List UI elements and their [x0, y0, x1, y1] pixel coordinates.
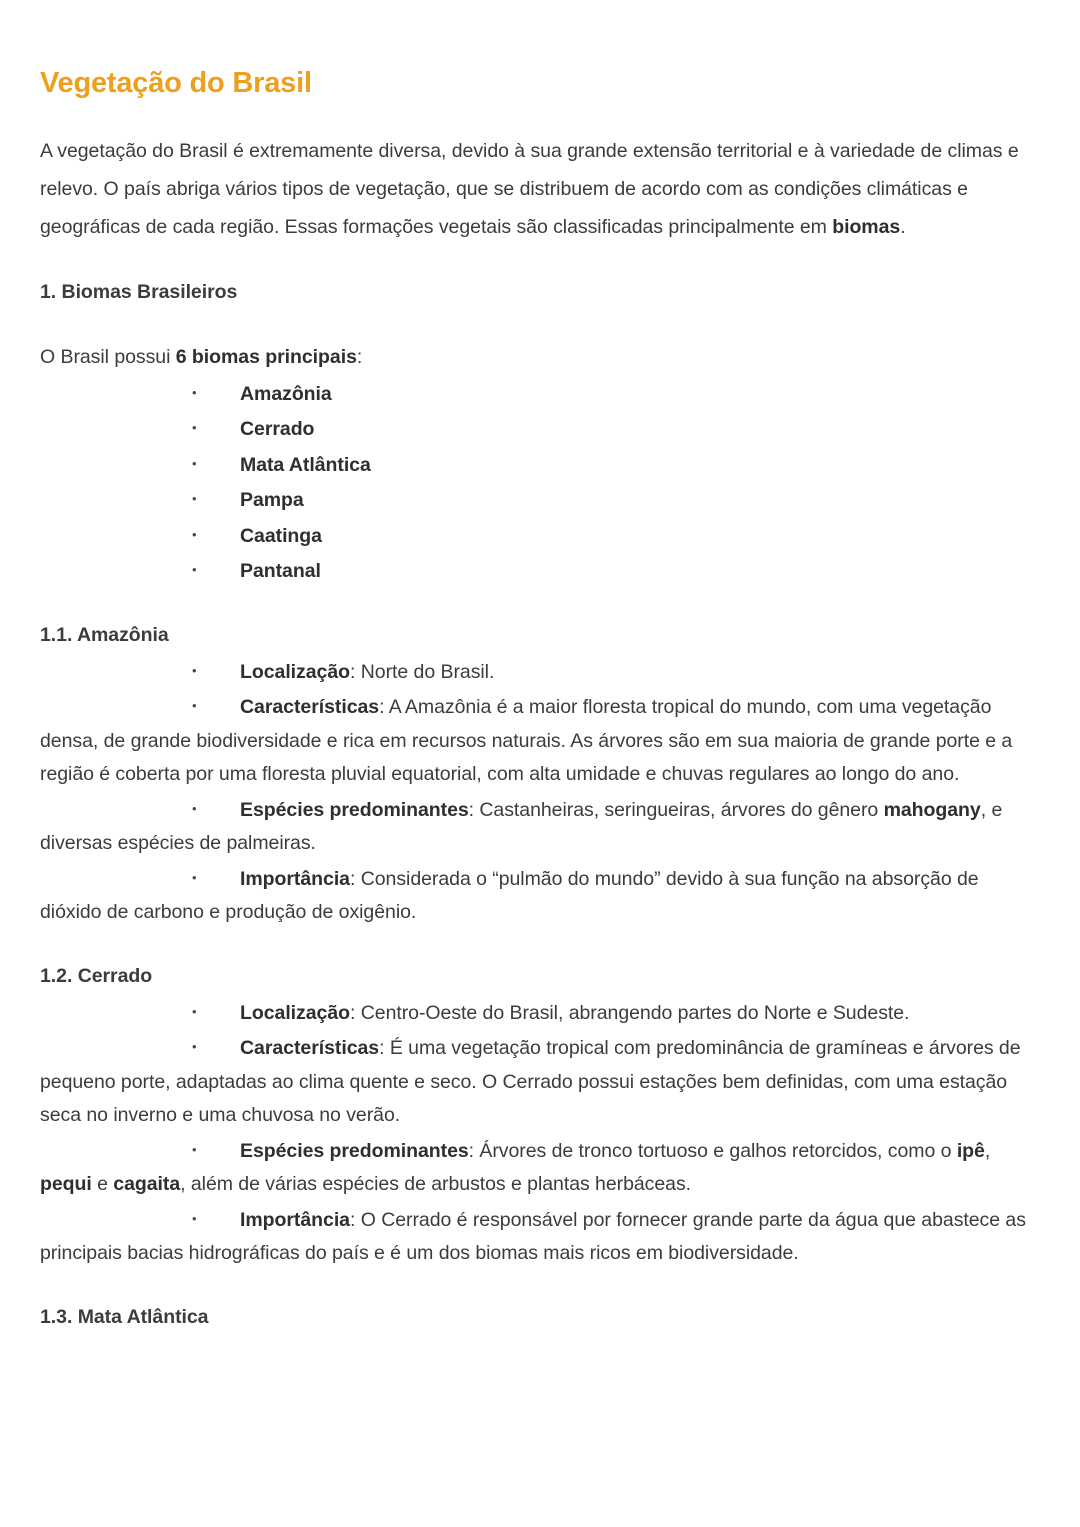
- heading-1-3-mata-atlantica: 1.3. Mata Atlântica: [40, 1305, 209, 1328]
- item-text-a: : Árvores de tronco tortuoso e galhos retorcidos, como o: [468, 1139, 957, 1162]
- item-text: : Norte do Brasil.: [350, 660, 495, 683]
- bullet-icon: [192, 1133, 240, 1169]
- item-text: : Centro-Oeste do Brasil, abrangendo partes do Norte e Sudeste.: [350, 1001, 910, 1024]
- item-label: Importância: [240, 867, 350, 890]
- intro-bold-biomas: biomas: [832, 215, 901, 238]
- item-text-a: : Castanheiras, seringueiras, árvores do gênero: [468, 798, 884, 821]
- biome-name: Cerrado: [240, 418, 315, 441]
- item-bold-mahogany: mahogany: [883, 798, 981, 821]
- biome-name: Mata Atlântica: [240, 453, 371, 476]
- item-label: Características: [240, 696, 380, 719]
- list-item-importancia: [40, 1202, 1040, 1271]
- spacer: [40, 311, 1040, 338]
- bullet-icon: [192, 654, 240, 690]
- item-bold-ipe: ipê: [956, 1139, 985, 1162]
- intro-paragraph: [40, 132, 1040, 246]
- biomes-list: [40, 376, 1040, 589]
- bullet-icon: [192, 482, 240, 518]
- spacer: [40, 101, 1040, 132]
- biomes-lead-line: [40, 338, 1040, 376]
- heading-1-2-cerrado: 1.2. Cerrado: [40, 964, 153, 987]
- item-label: Características: [240, 1037, 380, 1060]
- biomes-lead-bold: 6 biomas principais: [175, 345, 357, 368]
- spacer: [40, 930, 1040, 957]
- biomes-lead-part2: :: [356, 345, 363, 368]
- list-item-localizacao: [40, 995, 1040, 1031]
- list-item: [40, 482, 1040, 518]
- amazonia-details-list: [40, 654, 1040, 930]
- item-label: Espécies predominantes: [240, 798, 469, 821]
- list-item: [40, 518, 1040, 554]
- intro-text-part2: .: [900, 215, 906, 238]
- bullet-icon: [192, 1202, 240, 1238]
- item-text-e: e: [91, 1173, 114, 1196]
- bullet-icon: [192, 518, 240, 554]
- bullet-icon: [192, 995, 240, 1031]
- item-text: : A Amazônia é a maior floresta tropical do mundo, com uma vegetação densa, de grande biodiversidade e rica em recursos naturais. As árvores são em sua maioria de grande porte e a região é coberta por uma floresta pluvial equatorial, com alta umidade e chuvas regulares ao longo do ano.: [40, 696, 1013, 786]
- bullet-icon: [192, 376, 240, 412]
- list-item-caracteristicas: [40, 1030, 1040, 1133]
- bullet-icon: [192, 447, 240, 483]
- spacer: [40, 1271, 1040, 1298]
- list-item-localizacao: [40, 654, 1040, 690]
- item-text-c: , e diversas espécies de palmeiras.: [40, 798, 1003, 855]
- item-bold-cagaita: cagaita: [113, 1173, 181, 1196]
- heading-1-biomas-brasileiros: 1. Biomas Brasileiros: [40, 280, 238, 303]
- biome-name: Amazônia: [240, 382, 332, 405]
- list-item-especies: [40, 1133, 1040, 1202]
- item-text-c: ,: [984, 1139, 991, 1162]
- list-item-importancia: [40, 861, 1040, 930]
- bullet-icon: [192, 792, 240, 828]
- bullet-icon: [192, 689, 240, 725]
- item-text: : É uma vegetação tropical com predominância de gramíneas e árvores de pequeno porte, adaptadas ao clima quente e seco. O Cerrado possui estações bem definidas, com uma estação seca no inverno e uma chuvosa no verão.: [40, 1037, 1021, 1127]
- bullet-icon: [192, 1030, 240, 1066]
- spacer: [40, 589, 1040, 616]
- list-item: [40, 411, 1040, 447]
- biome-name: Caatinga: [240, 524, 322, 547]
- biomes-lead-part1: O Brasil possui: [40, 345, 176, 368]
- item-label: Importância: [240, 1208, 350, 1231]
- heading-1-1-amazonia: 1.1. Amazônia: [40, 623, 169, 646]
- intro-text-part1: A vegetação do Brasil é extremamente diversa, devido à sua grande extensão territorial e à variedade de climas e relevo. O país abriga vários tipos de vegetação, que se distribuem de acordo com as condições climáticas e geográficas de cada região. Essas formações vegetais são classificadas principalmente em: [40, 139, 1019, 238]
- biome-name: Pampa: [240, 489, 304, 512]
- item-label: Localização: [240, 660, 350, 683]
- list-item-caracteristicas: [40, 689, 1040, 792]
- bullet-icon: [192, 411, 240, 447]
- cerrado-details-list: [40, 995, 1040, 1271]
- item-label: Espécies predominantes: [240, 1139, 469, 1162]
- list-item: [40, 447, 1040, 483]
- item-text: : Considerada o “pulmão do mundo” devido à sua função na absorção de dióxido de carbono e produção de oxigênio.: [40, 867, 979, 924]
- bullet-icon: [192, 553, 240, 589]
- list-item-especies: [40, 792, 1040, 861]
- page-title: Vegetação do Brasil: [40, 67, 312, 99]
- item-text: : O Cerrado é responsável por fornecer grande parte da água que abastece as principais bacias hidrográficas do país e é um dos biomas mais ricos em biodiversidade.: [40, 1208, 1026, 1265]
- biome-name: Pantanal: [240, 560, 321, 583]
- item-bold-pequi: pequi: [40, 1173, 92, 1196]
- spacer: [40, 246, 1040, 273]
- list-item: [40, 376, 1040, 412]
- item-label: Localização: [240, 1001, 350, 1024]
- item-text-g: , além de várias espécies de arbustos e plantas herbáceas.: [180, 1173, 692, 1196]
- bullet-icon: [192, 861, 240, 897]
- list-item: [40, 553, 1040, 589]
